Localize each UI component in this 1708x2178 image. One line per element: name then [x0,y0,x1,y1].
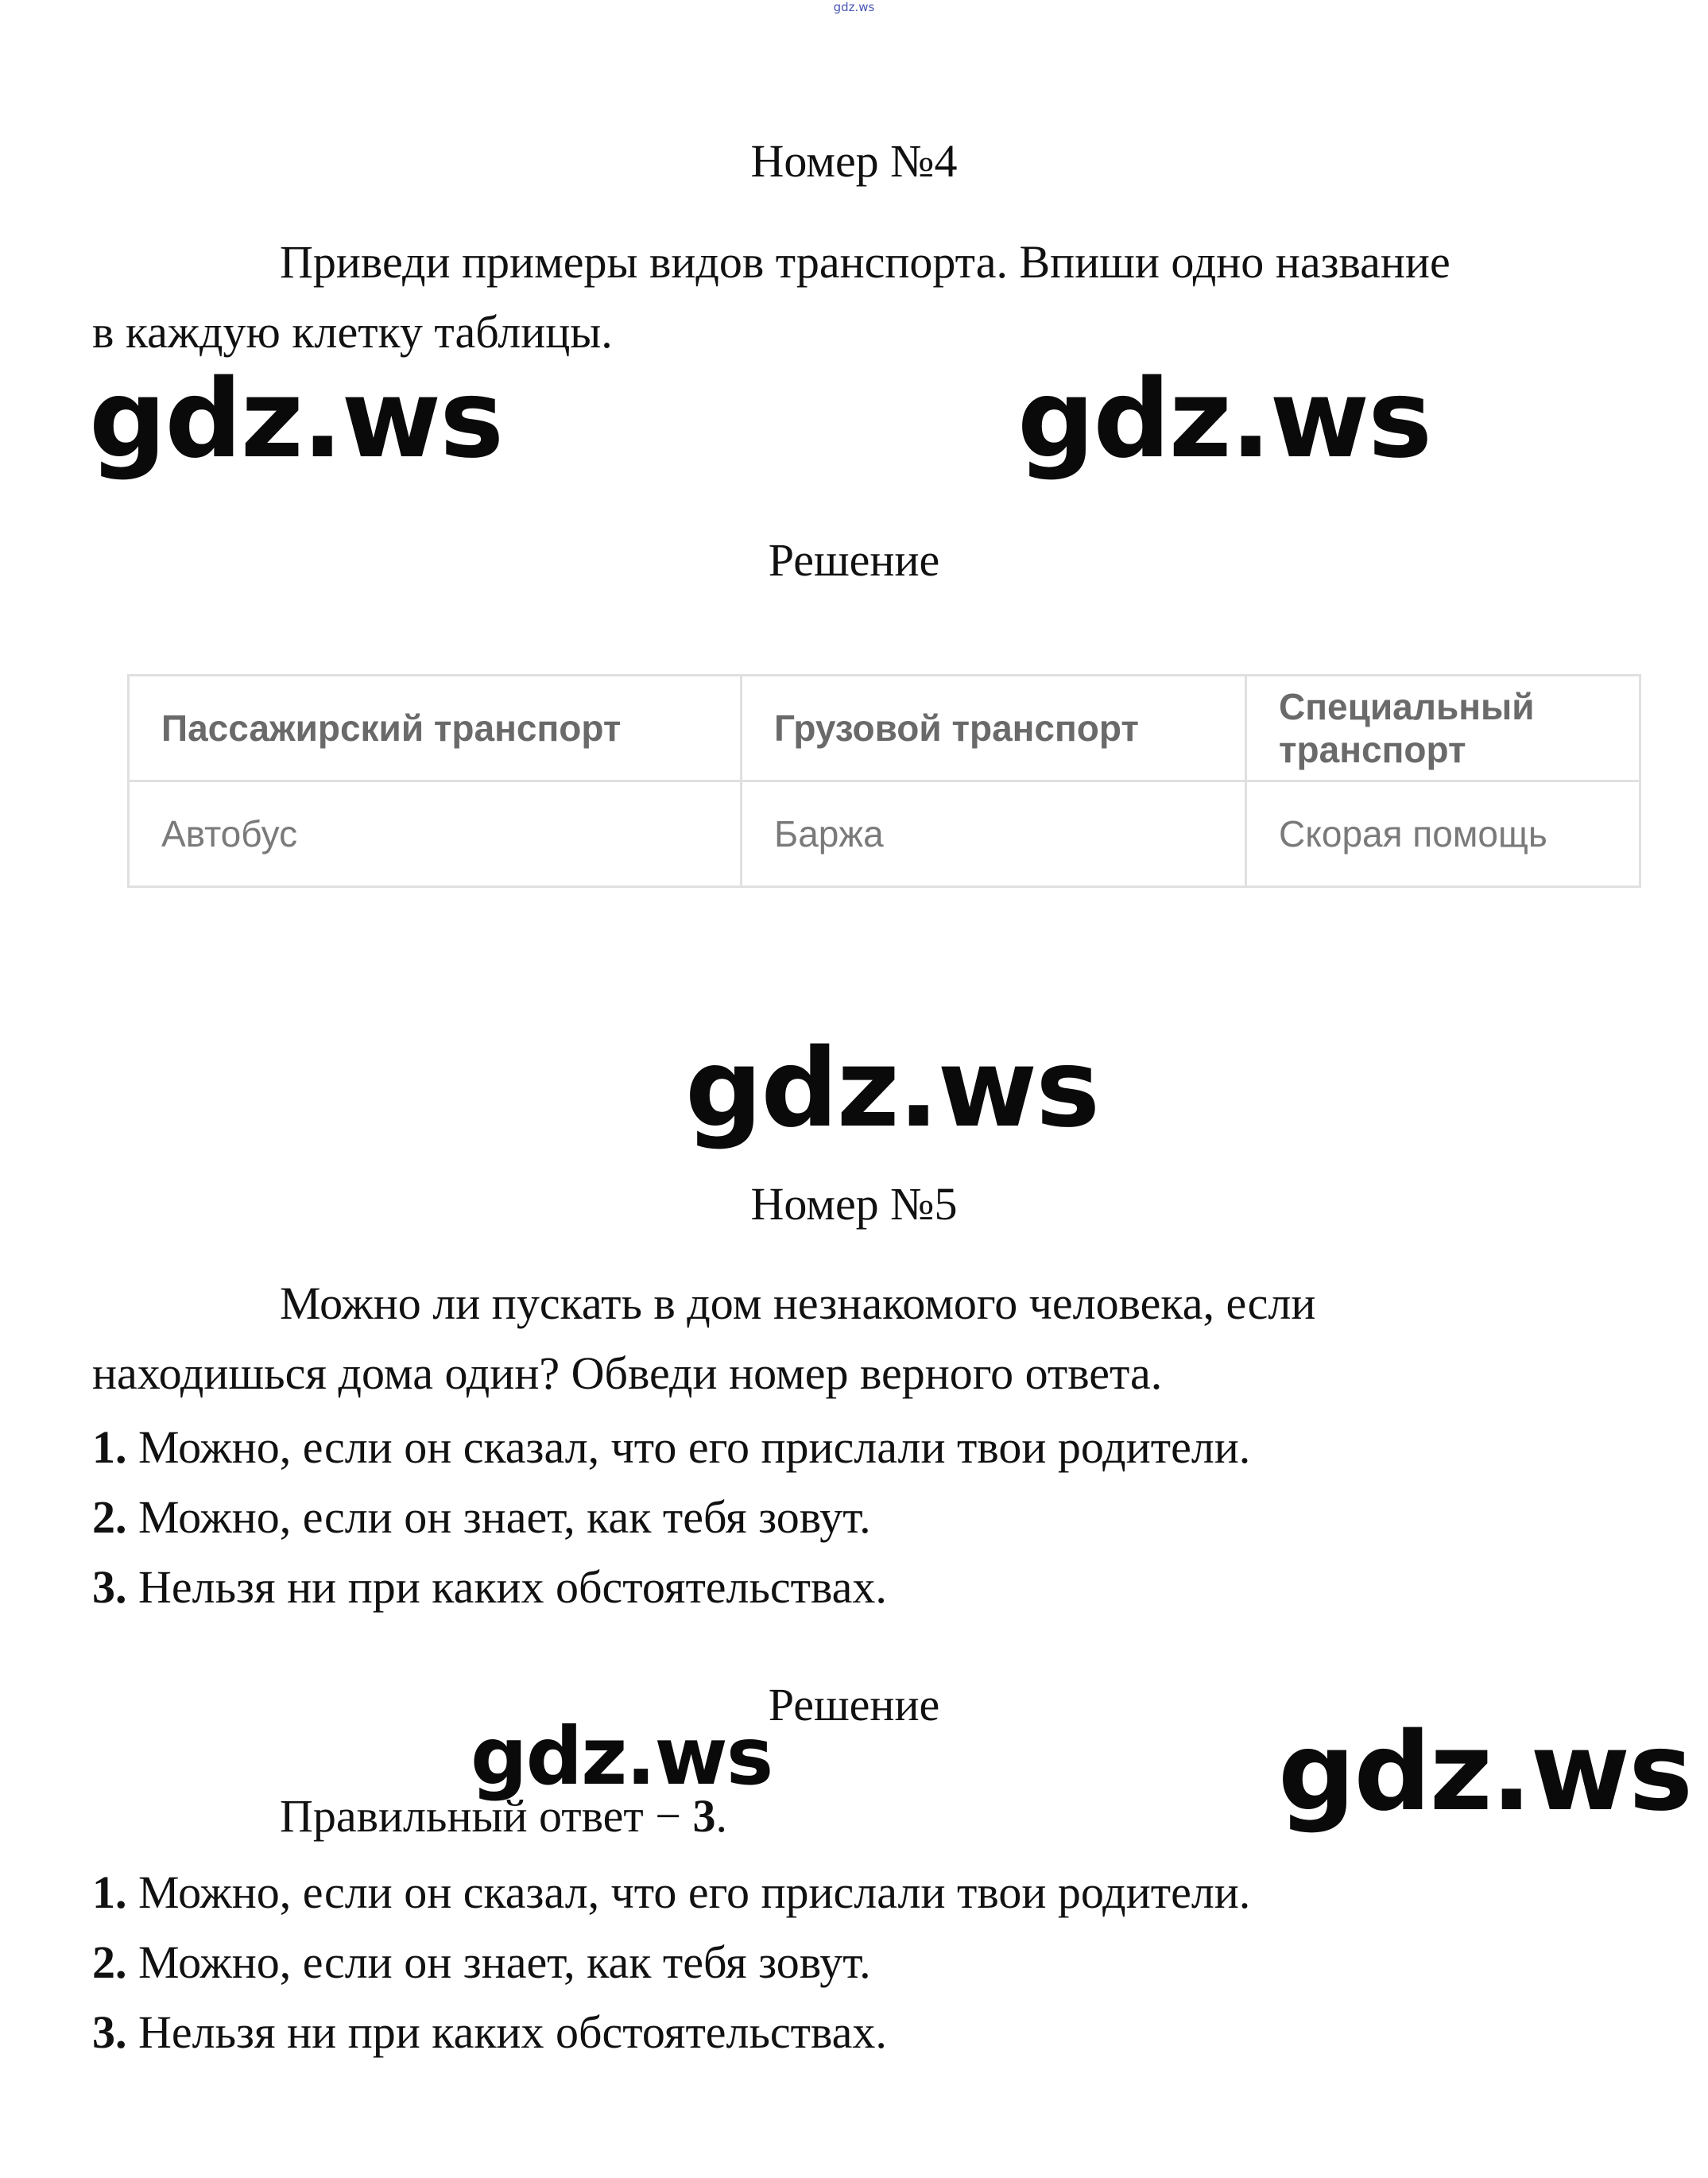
task5-answer-line [280,1789,727,1844]
table-header-row [129,676,1640,781]
task5-option-2 [92,1490,871,1545]
transport-table [127,674,1641,888]
option-number: 2. [92,1936,127,1988]
watermark-logo: gdz.ws [1017,357,1431,482]
task4-question-line1: Приведи примеры видов транспорта. Впиши одно название [280,236,1450,288]
top-watermark: gdz.ws [833,0,875,14]
table-row [129,781,1640,887]
watermark-logo: gdz.ws [89,357,503,482]
task5-option-1 [92,1420,1250,1475]
option-number: 1. [92,1866,127,1918]
task4-title: Номер №4 [750,135,958,187]
task4-question-line2: в каждую клетку таблицы. [92,306,613,358]
answer-prefix: Правильный ответ − [280,1790,693,1842]
watermark-logo: gdz.ws [1278,1710,1692,1835]
option-number: 1. [92,1421,127,1473]
task5-solution-label: Решение [768,1679,940,1730]
task5-answer-option-3 [92,2005,887,2060]
option-number: 3. [92,2006,127,2058]
table-cell-special: Скорая помощь [1246,781,1640,887]
task4-solution-label: Решение [768,534,940,586]
option-text: Можно, если он знает, как тебя зовут. [126,1491,871,1543]
option-text: Можно, если он сказал, что его прислали твои родители. [126,1866,1251,1918]
watermark-logo: gdz.ws [685,1026,1099,1152]
transport-table-wrap [127,674,1641,888]
task5-answer-option-2 [92,1935,871,1990]
task5-question-line2: находишься дома один? Обведи номер верного ответа. [92,1347,1163,1399]
table-header-special: Специальный транспорт [1246,676,1640,781]
answer-value: 3 [692,1790,716,1842]
option-number: 2. [92,1491,127,1543]
option-text: Нельзя ни при каких обстоятельствах. [126,2006,887,2058]
task5-option-3 [92,1560,887,1615]
task5-question-line1: Можно ли пускать в дом незнакомого человека, если [280,1277,1316,1329]
task5-title: Номер №5 [750,1178,958,1230]
table-cell-passenger: Автобус [129,781,742,887]
option-text: Можно, если он сказал, что его прислали твои родители. [126,1421,1251,1473]
table-header-passenger: Пассажирский транспорт [129,676,742,781]
table-header-cargo: Грузовой транспорт [742,676,1246,781]
option-text: Можно, если он знает, как тебя зовут. [126,1936,871,1988]
option-text: Нельзя ни при каких обстоятельствах. [126,1561,887,1613]
table-cell-cargo: Баржа [742,781,1246,887]
task5-answer-option-1 [92,1865,1250,1920]
watermark-logo: gdz.ws [471,1710,773,1803]
option-number: 3. [92,1561,127,1613]
answer-suffix: . [715,1790,727,1842]
